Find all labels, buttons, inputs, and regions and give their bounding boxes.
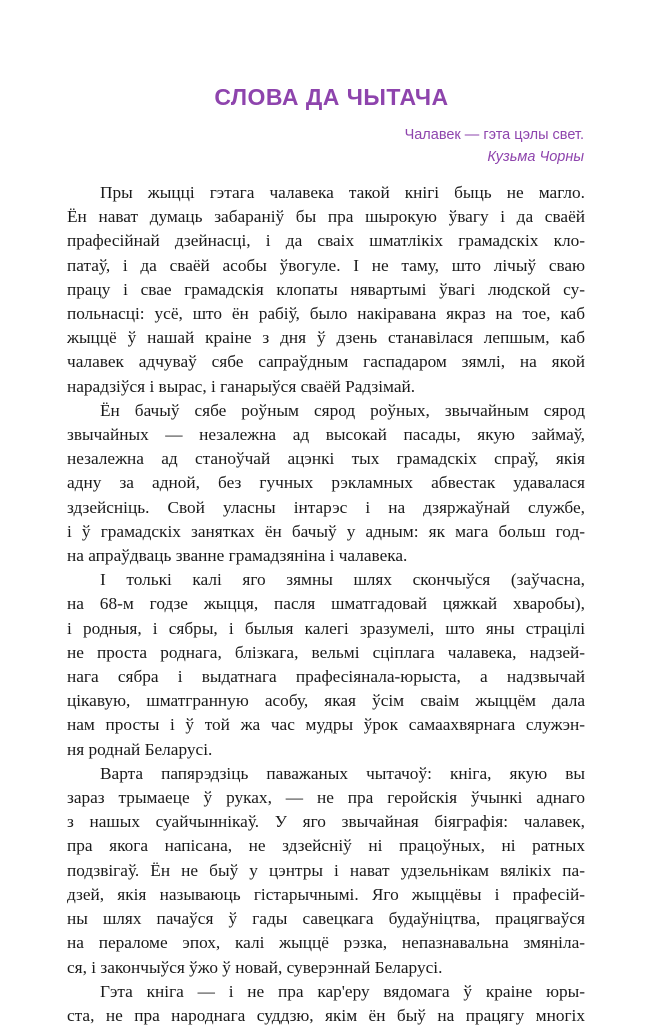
text-line: ся, і закончыўся ўжо ў новай, суверэннай Беларусі. (67, 957, 443, 977)
text-line: з нашых суайчыннікаў. У яго звычайная біяграфія: чалавек, (67, 812, 585, 832)
text-line: на апраўдваць званне грамадзяніна і чалавека. (67, 546, 408, 566)
paragraph (67, 568, 585, 762)
text-line: чалавек адчуваў сябе сапраўдным гаспадаром зямлі, на якой (67, 352, 585, 372)
text-line: нам просты і ў той жа час мудры ўрок самаахвярнага служэн- (67, 715, 585, 735)
text-line: ны шлях пачаўся ў гады савецкага будаўніцтва, працягваўся (67, 909, 585, 929)
body-text (67, 181, 585, 1028)
text-line: дзей, якія называюць гістарычнымі. Яго жыццёвы і прафесій- (67, 884, 585, 904)
text-line: нарадзіўся і вырас, і ганарыўся сваёй Радзімай. (67, 376, 416, 396)
text-line: Пры жыцці гэтага чалавека такой кнігі быць не магло. (100, 183, 585, 202)
text-line: на пераломе эпох, калі жыццё рэзка, непазнавальна змянiла- (67, 933, 585, 953)
text-line: Варта папярэдзіць паважаных чытачоў: кніга, якую вы (100, 763, 585, 783)
paragraph (67, 181, 585, 399)
text-line: ня роднай Беларусі. (67, 739, 213, 759)
text-line: здзейсніць. Свой уласны інтарэс і на дзяржаўнай службе, (67, 497, 585, 517)
text-line: жыццё ў нашай краіне з дня ў дзень станавілася лепшым, каб (67, 328, 585, 348)
text-line: Ён бачыў сябе роўным сярод роўных, звычайным сярод (100, 400, 585, 420)
text-line: і ў грамадскіх занятках ён бачыў у адным: як мага больш год- (67, 521, 585, 541)
text-line: Ён нават думаць забараніў бы пра шырокую ўвагу і да сваёй (67, 207, 585, 227)
text-line: адну за адной, без гучных рэкламных абвестак удавалася (67, 473, 585, 493)
text-line: подзвігаў. Ён не быў у цэнтры і нават удзельнікам вялікіх па- (67, 860, 585, 880)
text-line: І толькі калі яго зямны шлях скончыўся (заўчасна, (100, 570, 585, 590)
text-line: зараз трымаеце ў руках, — не пра геройскія ўчынкі аднаго (67, 788, 585, 808)
text-line: пра якога напісана, не здзейсніў ні працоўных, ні ратных (67, 836, 585, 856)
text-line: не проста роднага, блізкага, вельмі сціплага чалавека, надзей- (67, 642, 585, 662)
page-title: СЛОВА ДА ЧЫТАЧА (214, 84, 449, 110)
epigraph (405, 124, 584, 168)
text-line: звычайных — незалежна ад высокай пасады, якую займаў, (67, 425, 585, 445)
text-line: незалежна ад станоўчай ацэнкі тых грамадскіх спраў, якія (67, 449, 585, 469)
text-line: Гэта кніга — і не пра кар'еру вядомага ў краіне юры- (100, 981, 585, 1001)
text-line: цікавую, шматгранную асобу, якая ўсім сваім жыццём дала (67, 691, 585, 711)
epigraph-author: Кузьма Чорны (487, 149, 584, 165)
text-line: на 68-м годзе жыцця, пасля шматгадовай цяжкай хваробы), (67, 594, 585, 614)
text-line: нага сябра і выдатнага прафесіянала-юрыста, а надзвычай (67, 667, 585, 687)
text-line: ста, не пра народнага суддзю, якім ён быў на працягу многіх (67, 1005, 585, 1025)
paragraph (67, 980, 585, 1028)
text-line: польнасці: усё, што ён рабіў, было накіравана якраз на тое, каб (67, 304, 585, 324)
text-line: працу і свае грамадскія клопаты нявартымі ўвагі людской су- (67, 279, 585, 299)
text-line: прафесійнай дзейнасці, і да сваіх шматлікіх грамадскіх кло- (67, 231, 585, 251)
epigraph-quote: Чалавек — гэта цэлы свет. (404, 127, 584, 143)
paragraph (67, 399, 585, 568)
text-line: патаў, і да сваёй асобы ўвогуле. І не таму, што лічыў сваю (67, 255, 585, 275)
text-line: і родныя, і сябры, і былыя калегі зразумелі, што яны страцілі (67, 618, 585, 638)
paragraph (67, 762, 585, 980)
